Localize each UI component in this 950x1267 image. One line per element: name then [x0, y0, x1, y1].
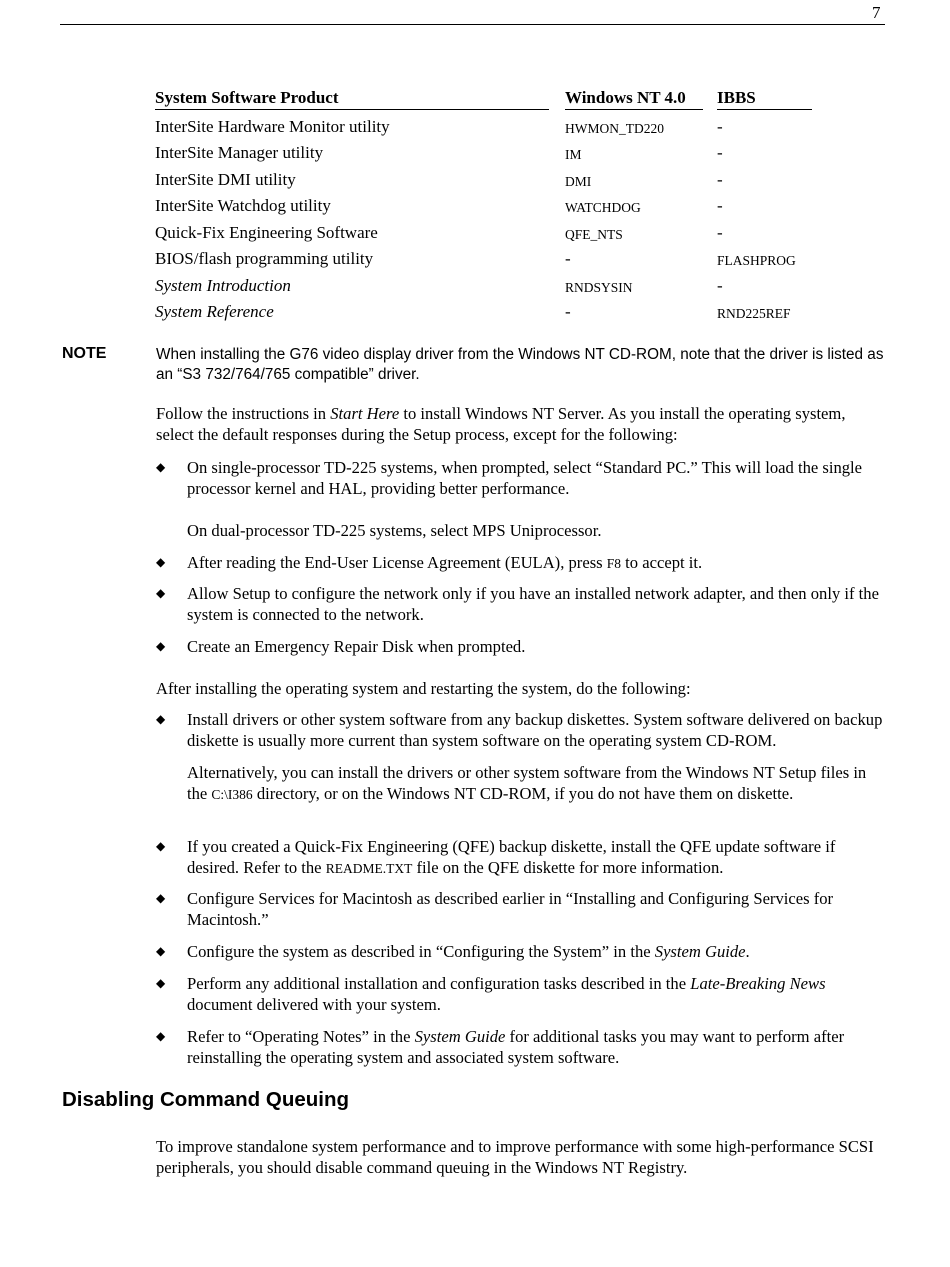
bullet-icon: ◆: [156, 586, 166, 600]
bullet-icon: ◆: [156, 839, 166, 853]
post-bullet-macintosh: Configure Services for Macintosh as described earlier in “Installing and Configuring Services for Macintosh.”: [187, 889, 834, 929]
bullet-icon: ◆: [156, 460, 166, 474]
nt-cell: DMI: [565, 173, 592, 189]
nt-cell: -: [565, 302, 571, 321]
setup-bullet-single-processor: On single-processor TD-225 systems, when prompted, select “Standard PC.” This will load the single processor kernel and HAL, providing better performance.: [187, 458, 863, 498]
bullet-icon: ◆: [156, 944, 166, 958]
readme-file: README.TXT: [325, 861, 413, 876]
post-bullet-operating-notes: Refer to “Operating Notes” in the System Guide for additional tasks you may want to perform after reinstalling the operating system and associated system software.: [187, 1027, 845, 1067]
post-bullet-late-breaking: Perform any additional installation and configuration tasks described in the Late-Breaking News document delivered with your system.: [187, 974, 826, 1014]
col-header-windows-nt: Windows NT 4.0: [565, 86, 717, 110]
post-bullet-configure: Configure the system as described in “Configuring the System” in the System Guide.: [187, 942, 750, 961]
ibbs-cell: -: [717, 143, 723, 162]
after-install-paragraph: After installing the operating system and restarting the system, do the following:: [156, 679, 691, 698]
setup-bullet-repair-disk: Create an Emergency Repair Disk when prompted.: [187, 637, 526, 656]
bullet-icon: ◆: [156, 1029, 166, 1043]
ibbs-cell: -: [717, 222, 723, 242]
nt-cell: QFE_NTS: [565, 226, 623, 242]
post-bullet-qfe: If you created a Quick-Fix Engineering (QFE) backup diskette, install the QFE update software if desired. Refer to the README.TXT file on the QFE diskette for more information.: [187, 837, 836, 877]
f8-key: F8: [606, 556, 622, 571]
software-table: [155, 86, 812, 322]
late-breaking-news-title: Late-Breaking News: [690, 974, 826, 993]
nt-cell: IM: [565, 147, 582, 162]
post-bullet-drivers: Install drivers or other system software from any backup diskettes. System software delivered on backup diskette is usually more current than system software on the operating system CD-ROM.: [187, 710, 883, 750]
nt-cell: WATCHDOG: [565, 200, 641, 215]
table-header-row: [155, 86, 812, 110]
table-row: [155, 216, 812, 243]
start-here-title: Start Here: [330, 404, 400, 423]
product-cell: InterSite Watchdog utility: [155, 196, 331, 215]
ibbs-cell: -: [717, 169, 723, 189]
nt-cell: HWMON_TD220: [565, 120, 664, 136]
table-row: [155, 296, 812, 323]
ibbs-cell: -: [717, 196, 723, 215]
setup-bullet-network: Allow Setup to configure the network only if you have an installed network adapter, and then only if the system is connected to the network.: [187, 584, 879, 624]
product-cell: BIOS/flash programming utility: [155, 249, 374, 268]
setup-bullet-dual-processor: On dual-processor TD-225 systems, select MPS Uniprocessor.: [187, 521, 602, 540]
product-cell: Quick-Fix Engineering Software: [155, 222, 378, 242]
table-row: [155, 110, 812, 137]
table-row: [155, 269, 812, 296]
post-bullet-drivers-alt: Alternatively, you can install the drivers or other system software from the Windows NT Setup files in the C:\I386 directory, or on the Windows NT CD-ROM, if you do not have them on diskette.: [187, 763, 867, 803]
header-rule: [60, 24, 885, 25]
bullet-icon: ◆: [156, 639, 166, 653]
intro-paragraph: Follow the instructions in Start Here to install Windows NT Server. As you install the operating system, select the default responses during the Setup process, except for the following:: [156, 404, 846, 444]
note-label: NOTE: [62, 345, 107, 362]
product-cell: System Introduction: [155, 275, 291, 295]
nt-cell: -: [565, 249, 571, 268]
nt-cell: RNDSYSIN: [565, 279, 633, 295]
bullet-icon: ◆: [156, 891, 166, 905]
bullet-icon: ◆: [156, 555, 166, 569]
table-row: [155, 243, 812, 270]
product-cell: System Reference: [155, 302, 274, 321]
note-text: When installing the G76 video display driver from the Windows NT CD-ROM, note that the driver is listed as an “S3 732/764/765 compatible” driver.: [156, 346, 884, 383]
table-row: [155, 163, 812, 190]
col-header-ibbs: IBBS: [717, 86, 812, 110]
bullet-icon: ◆: [156, 976, 166, 990]
page-number: 7: [872, 3, 881, 22]
bullet-icon: ◆: [156, 712, 166, 726]
i386-path: C:\I386: [211, 787, 253, 802]
product-cell: InterSite Manager utility: [155, 143, 324, 162]
setup-bullet-eula: After reading the End-User License Agreement (EULA), press F8 to accept it.: [187, 553, 703, 572]
product-cell: InterSite DMI utility: [155, 169, 296, 189]
section-heading: Disabling Command Queuing: [62, 1088, 350, 1111]
ibbs-cell: FLASHPROG: [717, 253, 796, 268]
ibbs-cell: -: [717, 116, 723, 136]
ibbs-cell: RND225REF: [717, 306, 791, 321]
system-guide-title: System Guide: [654, 942, 746, 961]
table-row: [155, 190, 812, 217]
section-paragraph: To improve standalone system performance and to improve performance with some high-performance SCSI peripherals, you should disable command queuing in the Windows NT Registry.: [156, 1137, 874, 1177]
table-row: [155, 137, 812, 164]
col-header-product: System Software Product: [155, 86, 565, 110]
product-cell: InterSite Hardware Monitor utility: [155, 116, 390, 136]
ibbs-cell: -: [717, 275, 723, 295]
system-guide-title: System Guide: [414, 1027, 506, 1046]
